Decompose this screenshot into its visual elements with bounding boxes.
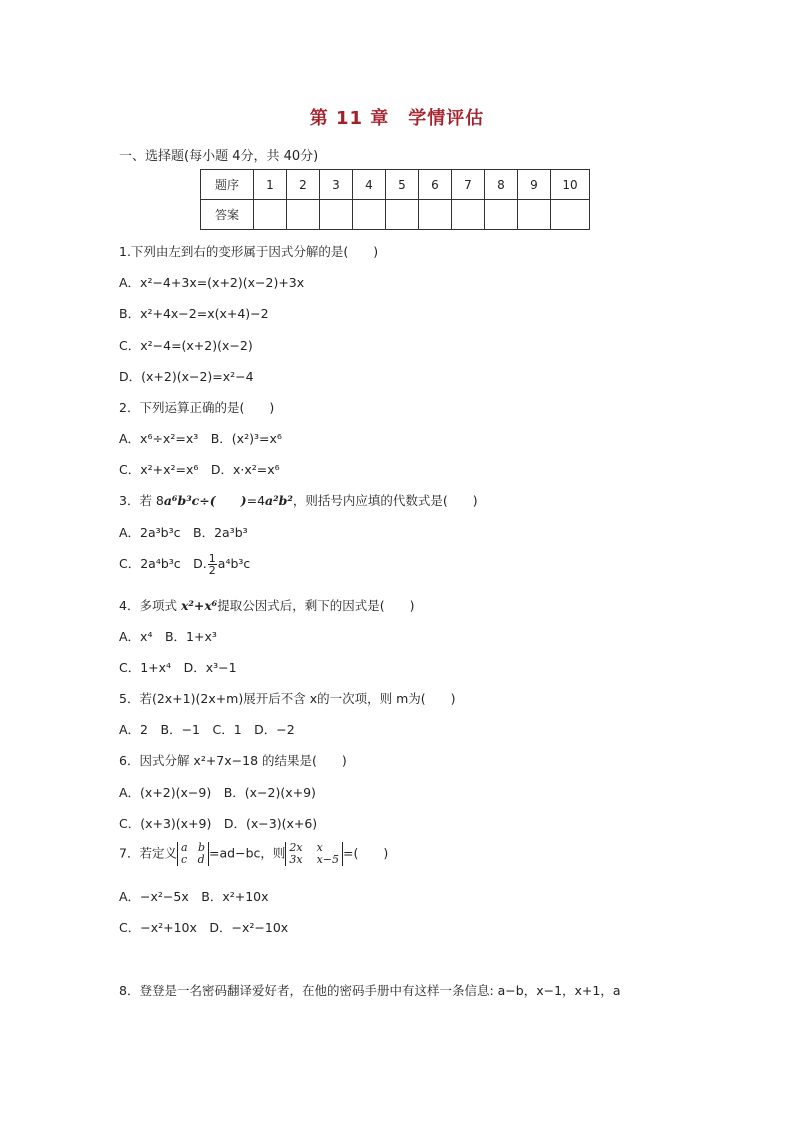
q6-options-ab: A．(x+2)(x−9) B．(x−2)(x+9) [119, 785, 316, 800]
table-cell: 8 [485, 170, 518, 200]
answer-cell[interactable] [254, 200, 287, 230]
answer-cell[interactable] [386, 200, 419, 230]
q1-option-a: A．x²−4+3x=(x+2)(x−2)+3x [119, 275, 305, 290]
q4-options-cd: C．1+x⁴ D．x³−1 [119, 660, 237, 675]
question-7 [119, 842, 388, 866]
question-2: 2．下列运算正确的是( ) [119, 400, 275, 415]
determinant-row: a b [180, 841, 206, 854]
q3-text-end: ，则括号内应填的代数式是( ) [292, 493, 478, 508]
fraction-denominator: 2 [208, 564, 216, 577]
table-cell: 5 [386, 170, 419, 200]
answer-cell[interactable] [518, 200, 551, 230]
page-title: 第 11 章 学情评估 [309, 108, 485, 129]
q3-options-cd [119, 553, 250, 576]
answer-table [200, 169, 590, 230]
table-row [201, 170, 590, 200]
answer-cell[interactable] [551, 200, 590, 230]
q4-expression: x²+x⁶ [180, 598, 218, 613]
q6-options-cd: C．(x+3)(x+9) D．(x−3)(x+6) [119, 816, 318, 831]
q3-option-d-tail: a⁴b³c [217, 556, 251, 571]
q5-options: A．2 B．−1 C．1 D．−2 [119, 722, 295, 737]
q1-option-c: C．x²−4=(x+2)(x−2) [119, 338, 253, 353]
fraction-numerator: 1 [208, 552, 216, 565]
answer-cell[interactable] [485, 200, 518, 230]
header-label: 题序 [201, 170, 254, 200]
q7-options-cd: C．−x²+10x D．−x²−10x [119, 920, 289, 935]
table-cell: 3 [320, 170, 353, 200]
table-cell: 1 [254, 170, 287, 200]
q3-options-ab: A．2a³b³c B．2a³b³ [119, 525, 248, 540]
q7-options-ab: A．−x²−5x B．x²+10x [119, 889, 269, 904]
q7-text-end: =( ) [343, 845, 389, 861]
q3-equals: =4 [246, 493, 266, 508]
section-heading: 一、选择题(每小题 4分，共 40分) [119, 149, 319, 164]
question-3 [119, 491, 478, 509]
question-5: 5．若(2x+1)(2x+m)展开后不含 x的一次项，则 m为( ) [119, 691, 456, 706]
answer-cell[interactable] [320, 200, 353, 230]
answer-cell[interactable] [419, 200, 452, 230]
table-cell: 6 [419, 170, 452, 200]
determinant-row: 3x x−5 [289, 853, 340, 866]
answer-label: 答案 [201, 200, 254, 230]
question-6: 6．因式分解 x²+7x−18 的结果是( ) [119, 753, 347, 768]
answer-cell[interactable] [287, 200, 320, 230]
q3-expression-2: a²b² [265, 493, 293, 508]
table-cell: 2 [287, 170, 320, 200]
q7-text-start: 7．若定义 [119, 845, 177, 861]
q1-option-b: B．x²+4x−2=x(x+4)−2 [119, 306, 269, 321]
table-cell: 4 [353, 170, 386, 200]
q4-options-ab: A．x⁴ B．1+x³ [119, 629, 217, 644]
table-cell: 9 [518, 170, 551, 200]
fraction-one-half [208, 553, 217, 576]
q4-text-end: 提取公因式后，剩下的因式是( ) [217, 598, 415, 613]
q4-text-start: 4．多项式 [119, 598, 181, 613]
question-1: 1.下列由左到右的变形属于因式分解的是( ) [119, 244, 379, 259]
q3-text-start: 3．若 8 [119, 493, 164, 508]
q3-expression-1: a⁶b³c÷( ) [163, 493, 247, 508]
q2-options-cd: C．x²+x²=x⁶ D．x·x²=x⁶ [119, 462, 280, 477]
q7-text-mid: =ad−bc，则 [209, 845, 286, 861]
table-cell: 7 [452, 170, 485, 200]
q1-option-d: D．(x+2)(x−2)=x²−4 [119, 369, 254, 384]
determinant-row: c d [180, 853, 205, 866]
determinant-row: 2x x [289, 841, 323, 854]
answer-cell[interactable] [353, 200, 386, 230]
question-8: 8．登登是一名密码翻译爱好者，在他的密码手册中有这样一条信息: a−b，x−1，x+1，a [119, 983, 621, 998]
answer-cell[interactable] [452, 200, 485, 230]
determinant-definition [177, 842, 209, 866]
question-4 [119, 596, 415, 614]
determinant-question [285, 842, 343, 866]
table-row [201, 200, 590, 230]
table-cell: 10 [551, 170, 590, 200]
q3-option-c: C．2a⁴b³c D. [119, 556, 207, 571]
q2-options-ab: A．x⁶÷x²=x³ B．(x²)³=x⁶ [119, 431, 282, 446]
